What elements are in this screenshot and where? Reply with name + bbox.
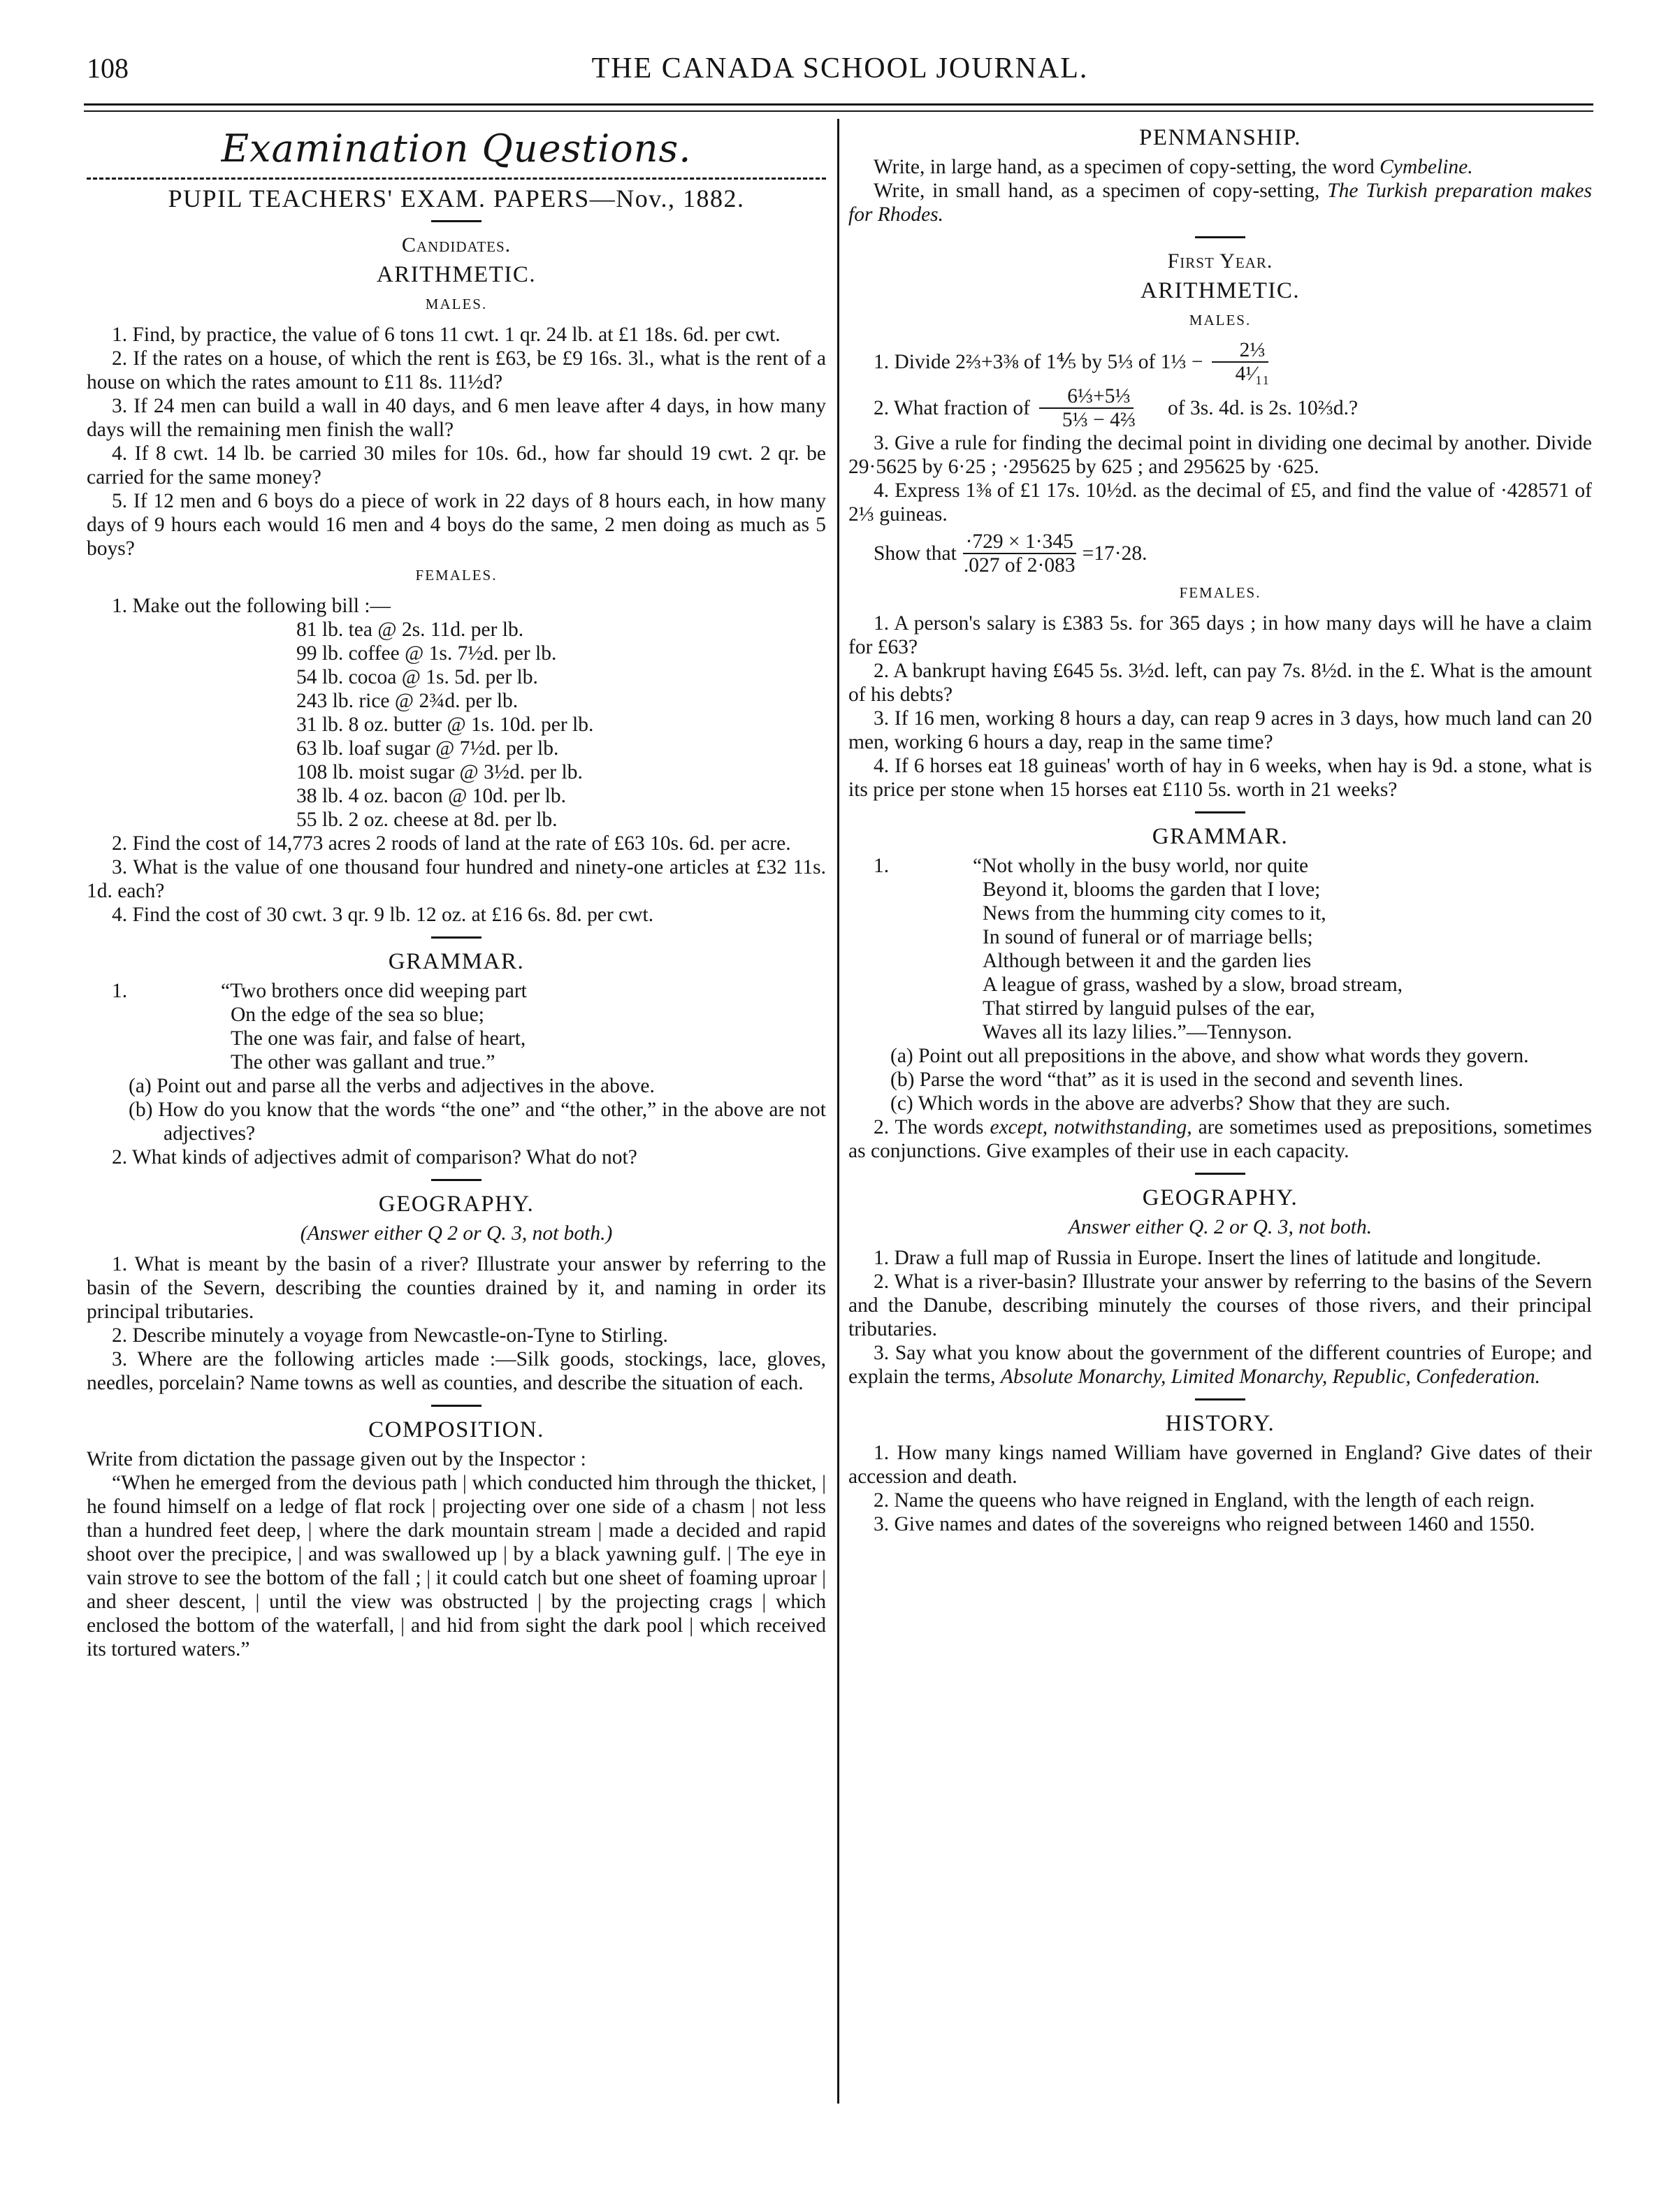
question: 1. What is meant by the basin of a river? Illustrate your answer by referring to the basin of the Severn, describing the counties drained by it, and naming in order its principal tributaries. — [87, 1253, 826, 1323]
question: 2. What kinds of adjectives admit of comparison? What do not? — [112, 1146, 637, 1168]
divider — [431, 220, 481, 222]
grammar-heading: GRAMMAR. — [388, 949, 525, 974]
grammar-heading: GRAMMAR. — [1152, 824, 1289, 849]
denominator: 4¹⁄₁₁ — [1235, 363, 1270, 385]
left-column — [87, 123, 826, 1661]
question: 4. If 8 cwt. 14 lb. be carried 30 miles for 10s. 6d., how far should 19 cwt. 2 qr. be carried for the same money? — [87, 442, 826, 488]
numerator: ·729 × 1·345 — [963, 530, 1076, 554]
first-year-heading: First Year. — [1167, 249, 1273, 273]
question: 1. Draw a full map of Russia in Europe. Insert the lines of latitude and longitude. — [874, 1247, 1542, 1269]
penmanship-text: Write, in small hand, as a specimen of copy-setting, — [874, 180, 1320, 202]
poem-line: The other was gallant and true.” — [231, 1051, 495, 1073]
bill-item: 243 lb. rice @ 2¾d. per lb. — [296, 690, 519, 712]
question: 3. If 16 men, working 8 hours a day, can reap 9 acres in 3 days, how much land can 20 men, working 6 hours a day, reap in the same time? — [848, 707, 1592, 753]
females-subheading: FEMALES. — [415, 567, 498, 584]
question-words: except, notwithstanding, — [990, 1116, 1192, 1138]
question — [848, 1115, 1592, 1163]
fraction — [1034, 385, 1138, 431]
page-number: 108 — [87, 52, 129, 84]
poem-line: On the edge of the sea so blue; — [231, 1004, 484, 1026]
question-text: 1. Divide 2⅔+3⅜ of 1⅘ by 5⅓ of 1⅓ − — [874, 351, 1203, 373]
poem-line: “Not wholly in the busy world, nor quite — [973, 855, 1309, 877]
sub-question: (b) Parse the word “that” as it is used in the second and seventh lines. — [890, 1069, 1464, 1091]
bill-item: 81 lb. tea @ 2s. 11d. per lb. — [296, 618, 524, 641]
right-column — [848, 123, 1592, 1536]
question: 2. Find the cost of 14,773 acres 2 roods of land at the rate of £63 10s. 6d. per acre. — [112, 832, 791, 855]
geography-heading: GEOGRAPHY. — [378, 1192, 535, 1217]
sub-question: (a) Point out all prepositions in the above, and show what words they govern. — [890, 1045, 1529, 1067]
poem — [221, 979, 527, 1074]
sub-question: (c) Which words in the above are adverbs? Show that they are such. — [890, 1092, 1451, 1115]
question-text: of 3s. 4d. is 2s. 10⅔d.? — [1168, 397, 1359, 419]
divider — [1195, 236, 1245, 238]
question — [848, 1341, 1592, 1389]
candidates-heading: Candidates. — [401, 233, 512, 256]
bill-item: 108 lb. moist sugar @ 3½d. per lb. — [296, 761, 583, 783]
exam-title: PUPIL TEACHERS' EXAM. PAPERS—Nov., 1882. — [168, 184, 745, 212]
section-title: Examination Questions. — [221, 126, 692, 171]
dictation-passage: “When he emerged from the devious path | which conducted him through the thicket, | he found himself on a ledge of flat rock | projecting over one side of a chasm | not less than a hundred feet deep, | where the dark mountain stream | made a decided and rapid shoot over the precipice, | and was swallowed up | by a black yawning gulf. | The eye in vain strove to see the bottom of the fall ; | it could catch but one sheet of foaming uproar | and sheer descent, | until the view was obstructed | by the projecting crags | which enclosed the bottom of the waterfall, | and hid from sight the dark pool | which received its tortured waters.” — [87, 1472, 826, 1660]
bill-item: 55 lb. 2 oz. cheese at 8d. per lb. — [296, 809, 558, 831]
divider — [431, 1179, 481, 1181]
show-that — [848, 530, 1592, 577]
geography-heading: GEOGRAPHY. — [1142, 1185, 1298, 1210]
question — [848, 385, 1592, 431]
divider — [431, 1405, 481, 1407]
poem-line: Beyond it, blooms the garden that I love; — [983, 878, 1321, 901]
composition-heading: COMPOSITION. — [368, 1417, 544, 1442]
bill-item: 31 lb. 8 oz. butter @ 1s. 10d. per lb. — [296, 714, 594, 736]
question — [848, 339, 1592, 385]
bill-item: 99 lb. coffee @ 1s. 7½d. per lb. — [296, 642, 557, 665]
question-terms: Absolute Monarchy, Limited Monarchy, Republic, Confederation. — [1000, 1366, 1540, 1388]
fraction — [1208, 339, 1273, 385]
question: 4. If 6 horses eat 18 guineas' worth of hay in 6 weeks, when hay is 9d. a stone, what is its price per stone when 15 horses eat £110 5s. worth in 21 weeks? — [848, 755, 1592, 801]
poem-line: News from the humming city comes to it, — [983, 902, 1326, 925]
bill-item: 38 lb. 4 oz. bacon @ 10d. per lb. — [296, 785, 567, 807]
poem-block — [848, 854, 1592, 1044]
females-subheading: FEMALES. — [1179, 584, 1261, 601]
question-text: Show that — [874, 542, 957, 565]
running-head-title: THE CANADA SCHOOL JOURNAL. — [591, 52, 1089, 85]
penmanship-heading: PENMANSHIP. — [1139, 125, 1301, 150]
bill-list — [87, 618, 826, 832]
question: 3. If 24 men can build a wall in 40 days, and 6 men leave after 4 days, in how many days will the remaining men finish the wall? — [87, 395, 826, 441]
question-text: are sometimes used as prepositions, sometimes as conjunctions. Give examples of their use in each capacity. — [848, 1116, 1592, 1162]
question: 2. If the rates on a house, of which the rent is £63, be £9 16s. 3l., what is the rent of a house on which the rates amount to £11 8s. 11½d? — [87, 347, 826, 393]
poem — [973, 854, 1403, 1044]
question: 3. Where are the following articles made :—Silk goods, stockings, lace, gloves, needles, porcelain? Name towns as well as counties, and describe the situation of each. — [87, 1348, 826, 1394]
bill-intro: 1. Make out the following bill :— — [112, 595, 391, 617]
question: 3. What is the value of one thousand four hundred and ninety-one articles at £32 11s. 1d. each? — [87, 856, 826, 902]
denominator: .027 of 2·083 — [963, 554, 1076, 577]
question: 1. How many kings named William have governed in England? Give dates of their accession and death. — [848, 1442, 1592, 1488]
poem-line: “Two brothers once did weeping part — [221, 980, 527, 1002]
question: 4. Express 1⅜ of £1 17s. 10½d. as the decimal of £5, and find the value of ·428571 of 2⅓ guineas. — [848, 479, 1592, 526]
poem-block — [87, 979, 826, 1074]
question: 5. If 12 men and 6 boys do a piece of work in 22 days of 8 hours each, in how many days of 9 hours each would 16 men and 4 boys do the same, 2 men doing as much as 5 boys? — [87, 490, 826, 560]
fraction — [961, 530, 1078, 577]
question-text: 2. The words — [874, 1116, 984, 1138]
header-rule-thin — [84, 110, 1593, 112]
penmanship-text: Write, in large hand, as a specimen of copy-setting, the word — [874, 156, 1375, 178]
arithmetic-heading: ARITHMETIC. — [1140, 278, 1301, 303]
question: 2. Describe minutely a voyage from Newcastle-on-Tyne to Stirling. — [112, 1324, 668, 1347]
poem-line: Waves all its lazy lilies.”—Tennyson. — [983, 1021, 1292, 1043]
poem-line: The one was fair, and false of heart, — [231, 1027, 526, 1050]
column-divider — [837, 119, 839, 2104]
males-subheading: MALES. — [1189, 312, 1252, 328]
divider — [1195, 1398, 1245, 1401]
bill-item: 63 lb. loaf sugar @ 7½d. per lb. — [296, 737, 559, 760]
copy-word: Cymbeline. — [1380, 156, 1473, 178]
question-text: 3. Say what you know about the government of the different countries of Europe; and explain the terms, — [848, 1342, 1592, 1388]
question: 2. What is a river-basin? Illustrate your answer by referring to the basins of the Severn and the Danube, describing minutely the courses of those rivers, and their principal tributaries. — [848, 1271, 1592, 1340]
question-text: =17·28. — [1082, 542, 1147, 565]
numerator: 6⅓+5⅓ — [1039, 385, 1133, 409]
poem-line: A league of grass, washed by a slow, broad stream, — [983, 974, 1403, 996]
question-number: 1. — [112, 980, 128, 1002]
males-subheading: MALES. — [425, 296, 488, 312]
copy-phrase: The Turkish preparation makes for Rhodes. — [848, 180, 1593, 226]
numerator: 2⅓ — [1212, 339, 1268, 363]
composition-intro: Write from dictation the passage given out by the Inspector : — [87, 1448, 586, 1470]
history-heading: HISTORY. — [1165, 1411, 1275, 1436]
question-number: 1. — [874, 855, 890, 877]
question — [848, 179, 1592, 226]
bill-item: 54 lb. cocoa @ 1s. 5d. per lb. — [296, 666, 538, 688]
question: 3. Give a rule for finding the decimal point in dividing one decimal by another. Divide 29·5625 by 6·25 ; ·295625 by 625 ; and 295625 by ·625. — [848, 432, 1592, 478]
sub-question: (b) How do you know that the words “the one” and “the other,” in the above are not adjectives? — [129, 1099, 826, 1145]
instruction-note: Answer either Q. 2 or Q. 3, not both. — [1068, 1216, 1373, 1238]
denominator: 5⅓ − 4⅔ — [1062, 409, 1136, 431]
question: 3. Give names and dates of the sovereigns who reigned between 1460 and 1550. — [874, 1513, 1535, 1535]
question: 2. A bankrupt having £645 5s. 3½d. left, can pay 7s. 8½d. in the £. What is the amount of his debts? — [848, 660, 1592, 706]
divider — [1195, 1173, 1245, 1175]
question-text: 2. What fraction of — [874, 397, 1030, 419]
dashed-rule — [87, 178, 826, 180]
poem-line: Although between it and the garden lies — [983, 950, 1312, 972]
divider — [431, 936, 481, 939]
question — [848, 155, 1592, 179]
divider — [1195, 811, 1245, 813]
question: 1. A person's salary is £383 5s. for 365 days ; in how many days will he have a claim for £63? — [848, 612, 1592, 658]
question: 4. Find the cost of 30 cwt. 3 qr. 9 lb. 12 oz. at £16 6s. 8d. per cwt. — [112, 904, 654, 926]
poem-line: That stirred by languid pulses of the ear, — [983, 997, 1315, 1020]
arithmetic-heading: ARITHMETIC. — [376, 262, 537, 287]
sub-question: (a) Point out and parse all the verbs and adjectives in the above. — [129, 1075, 655, 1097]
poem-line: In sound of funeral or of marriage bells; — [983, 926, 1313, 948]
instruction-note: (Answer either Q 2 or Q. 3, not both.) — [300, 1222, 613, 1245]
question: 1. Find, by practice, the value of 6 tons 11 cwt. 1 qr. 24 lb. at £1 18s. 6d. per cwt. — [112, 324, 781, 346]
header-rule — [84, 103, 1593, 106]
question: 2. Name the queens who have reigned in England, with the length of each reign. — [874, 1489, 1535, 1512]
